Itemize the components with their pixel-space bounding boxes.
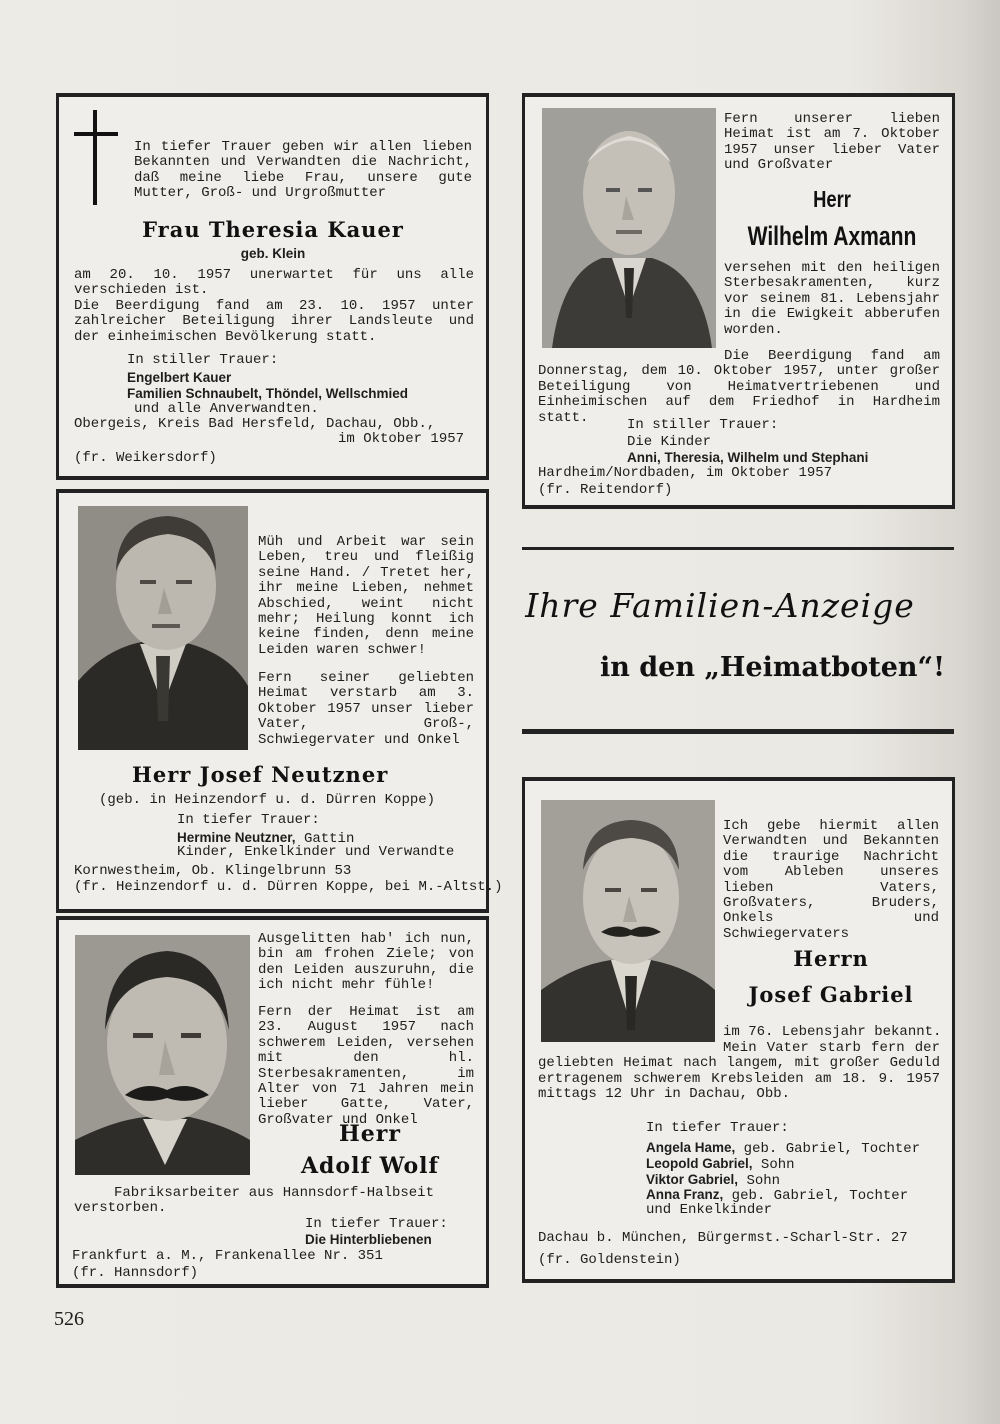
- kauer-mourning-label: In stiller Trauer:: [127, 352, 279, 368]
- cross-icon: [74, 110, 118, 205]
- wolf-origin: (fr. Hannsdorf): [72, 1265, 199, 1281]
- axmann-body-1: versehen mit den heiligen Sterbesakramenten, kurz vor seinem 81. Lebensjahr in die Ewigkeit abberufen worden.: [724, 260, 940, 338]
- axmann-origin: (fr. Reitendorf): [538, 482, 673, 498]
- gabriel-mourning-label: In tiefer Trauer:: [646, 1120, 789, 1136]
- page-number: 526: [54, 1308, 84, 1330]
- neutzner-mourning-label: In tiefer Trauer:: [177, 812, 320, 828]
- gabriel-origin: (fr. Goldenstein): [538, 1252, 681, 1268]
- gabriel-mourner-3-rest: Sohn: [738, 1173, 781, 1189]
- wolf-mourning-label: In tiefer Trauer:: [305, 1216, 448, 1232]
- wolf-name: Adolf Wolf: [300, 1153, 439, 1179]
- kauer-name: Frau Theresia Kauer: [142, 217, 404, 242]
- gabriel-name: Josef Gabriel: [748, 982, 914, 1007]
- axmann-place: Hardheim/Nordbaden, im Oktober 1957: [538, 465, 833, 481]
- axmann-mourners-1: Die Kinder: [627, 434, 712, 450]
- neutzner-mourner-name: Hermine Neutzner,: [177, 830, 296, 845]
- gabriel-mourner-1-rest: geb. Gabriel, Tochter: [735, 1141, 921, 1157]
- gabriel-mourner-4-rest: geb. Gabriel, Tochter: [723, 1188, 909, 1204]
- kauer-origin: (fr. Weikersdorf): [74, 450, 217, 466]
- kauer-date: im Oktober 1957: [338, 431, 465, 447]
- neutzner-origin: (fr. Heinzendorf u. d. Dürren Koppe, bei M.-Altst.): [74, 879, 503, 895]
- neutzner-name: Herr Josef Neutzner: [132, 762, 389, 787]
- kauer-maiden: geb. Klein: [240, 246, 306, 261]
- axmann-mourners-2: Anni, Theresia, Wilhelm und Stephani: [627, 450, 869, 465]
- gabriel-mourner-4-name: Anna Franz,: [646, 1187, 724, 1202]
- portrait-photo-wolf: [75, 935, 250, 1175]
- neutzner-mourner-role: Gattin: [295, 831, 355, 847]
- axmann-name: Wilhelm Axmann: [747, 221, 917, 251]
- wolf-place: Frankfurt a. M., Frankenallee Nr. 351: [72, 1248, 383, 1264]
- gabriel-body-2: Mein Vater starb fern der geliebten Heimat nach langem, mit großer Geduld ertragenem schwerem Krebsleiden am 18. 9. 1957 mittags 12 Uhr in Dachau, Obb.: [538, 1040, 940, 1103]
- ad-line-1: Ihre Familien-Anzeige: [525, 586, 915, 625]
- axmann-intro: Fern unserer lieben Heimat ist am 7. Oktober 1957 unser lieber Vater und Großvater: [724, 111, 940, 174]
- kauer-mourners-3: und alle Anverwandten.: [134, 401, 319, 417]
- portrait-photo-gabriel: [541, 800, 715, 1042]
- wolf-title: Herr: [339, 1121, 401, 1147]
- gabriel-mourner-1-name: Angela Hame,: [646, 1140, 736, 1155]
- wolf-occupation: Fabriksarbeiter aus Hannsdorf-Halbseit verstorben.: [74, 1185, 434, 1217]
- wolf-intro: Fern der Heimat ist am 23. August 1957 nach schwerem Leiden, versehen mit den hl. Sterbesakramenten, im Alter von 71 Jahren mein lieber Gatte, Vater, Großvater und Onkel: [258, 1004, 474, 1128]
- axmann-body-2: Die Beerdigung fand am Donnerstag, dem 10. Oktober 1957, unter großer Beteiligung von Heimatvertriebenen und Einheimischen auf dem Friedhof in Hardheim statt.: [538, 348, 940, 426]
- portrait-photo-axmann: [542, 108, 716, 348]
- gabriel-mourner-5: und Enkelkinder: [646, 1202, 773, 1218]
- gabriel-mourner-2-rest: Sohn: [752, 1157, 795, 1173]
- gabriel-mourner-2-name: Leopold Gabriel,: [646, 1156, 753, 1171]
- neutzner-mourners-2: Kinder, Enkelkinder und Verwandte: [177, 844, 455, 860]
- gabriel-body-1: im 76. Lebensjahr bekannt.: [723, 1024, 942, 1040]
- neutzner-birth: (geb. in Heinzendorf u. d. Dürren Koppe): [99, 792, 436, 808]
- ad-bottom-rule: [522, 729, 954, 734]
- wolf-mourners: Die Hinterbliebenen: [305, 1232, 432, 1247]
- gabriel-title: Herrn: [793, 946, 869, 971]
- axmann-title: Herr: [813, 186, 851, 212]
- neutzner-place: Kornwestheim, Ob. Klingelbrunn 53: [74, 863, 352, 879]
- portrait-photo-neutzner: [78, 506, 248, 750]
- ad-top-rule: [522, 547, 954, 550]
- kauer-mourners-1: Engelbert Kauer: [127, 370, 232, 385]
- kauer-intro: In tiefer Trauer geben wir allen lieben Bekannten und Verwandten die Nachricht, daß meine liebe Frau, unsere gute Mutter, Groß- und Urgroßmutter: [134, 139, 472, 202]
- gabriel-mourner-3-name: Viktor Gabriel,: [646, 1172, 739, 1187]
- gabriel-place: Dachau b. München, Bürgermst.-Scharl-Str. 27: [538, 1230, 908, 1246]
- wolf-verse: Ausgelitten hab' ich nun, bin am frohen Ziele; von den Leiden auszuruhn, die ich nicht mehr fühle!: [258, 931, 474, 994]
- kauer-place: Obergeis, Kreis Bad Hersfeld, Dachau, Obb.,: [74, 416, 436, 432]
- neutzner-intro: Fern seiner geliebten Heimat verstarb am 3. Oktober 1957 unser lieber Vater, Groß-, Schwiegervater und Onkel: [258, 670, 474, 748]
- kauer-mourners-2: Familien Schnaubelt, Thöndel, Wellschmied: [127, 386, 409, 401]
- axmann-mourning-label: In stiller Trauer:: [627, 417, 779, 433]
- gabriel-intro: Ich gebe hiermit allen Verwandten und Bekannten die traurige Nachricht vom Ableben unseres lieben Vaters, Großvaters, Bruders, Onkels und Schwiegervaters: [723, 818, 939, 942]
- kauer-body: am 20. 10. 1957 unerwartet für uns alle verschieden ist. Die Beerdigung fand am 23. 10. 1957 unter zahlreicher Beteiligung ihrer Landsleute und der einheimischen Bevölkerung statt.: [74, 267, 474, 345]
- ad-line-2: in den „Heimatboten“!: [600, 652, 945, 683]
- neutzner-verse: Müh und Arbeit war sein Leben, treu und fleißig seine Hand. / Tretet her, ihr meine Lieben, nehmet Abschied, weint nicht mehr; Heilung konnt ich keine finden, denn meine Leiden waren schwer!: [258, 534, 474, 658]
